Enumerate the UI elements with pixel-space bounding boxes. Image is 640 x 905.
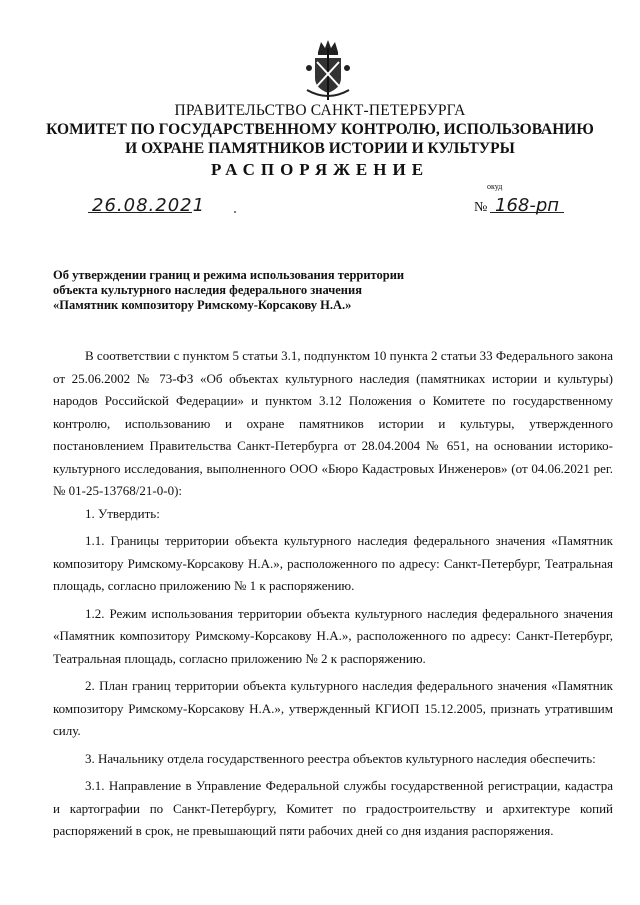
subject-line2: объекта культурного наследия федерального значения — [53, 283, 362, 297]
paragraph-3: 3. Начальнику отдела государственного реестра объектов культурного наследия обеспечить: — [85, 750, 596, 766]
paragraph-1-2: 1.2. Режим использования территории объекта культурного наследия федерального значения «Памятник композитору Римскому-Корсакову Н.А.», расположенного по адресу: Санкт-Петербург, Театральная площадь, согласно приложению № 2 к распоряжению. — [53, 605, 613, 666]
committee-title-line1: КОМИТЕТ ПО ГОСУДАРСТВЕННОМУ КОНТРОЛЮ, ИСПОЛЬЗОВАНИЮ — [46, 121, 594, 138]
date-underline — [88, 212, 192, 213]
document-number: 168-рп — [495, 195, 560, 216]
document-subject — [53, 268, 473, 313]
subject-line3: «Памятник композитору Римскому-Корсакову Н.А.» — [53, 298, 352, 312]
document-body — [53, 345, 613, 843]
document-date: 26.08.2021 — [92, 195, 206, 216]
paragraph-1-1: 1.1. Границы территории объекта культурного наследия федерального значения «Памятник композитору Римскому-Корсакову Н.А.», расположенного по адресу: Санкт-Петербург, Театральная площадь, согласно приложению № 1 к распоряжению. — [53, 533, 613, 593]
paragraph-1: 1. Утвердить: — [85, 505, 160, 521]
number-sign: № — [474, 200, 488, 215]
paragraph-preamble: В соответствии с пунктом 5 статьи 3.1, подпунктом 10 пункта 2 статьи 33 Федерального закона от 25.06.2002 № 73-ФЗ «Об объектах культурного наследия (памятниках истории и культуры) народов Российской Федерации» и пунктом 3.12 Положения о Комитете по государственному контролю, использованию и охране памятников истории и культуры, утвержденного постановлением Правительства Санкт-Петербурга от 28.04.2004 № 651, на основании историко-культурного исследования, выполненного ООО «Бюро Кадастровых Инженеров» (от 04.06.2021 рег. № 01-25-13768/21-0-0): — [53, 348, 613, 498]
government-title: ПРАВИТЕЛЬСТВО САНКТ-ПЕТЕРБУРГА — [174, 102, 466, 119]
committee-title-line2: И ОХРАНЕ ПАМЯТНИКОВ ИСТОРИИ И КУЛЬТУРЫ — [125, 140, 515, 157]
stray-mark — [234, 211, 236, 213]
subject-line1: Об утверждении границ и режима использования территории — [53, 268, 405, 282]
document-type: РАСПОРЯЖЕНИЕ — [210, 160, 430, 179]
paragraph-2: 2. План границ территории объекта культурного наследия федерального значения «Памятник композитору Римскому-Корсакову Н.А.», утвержденный КГИОП 15.12.2005, признать утратившим силу. — [53, 678, 613, 738]
committee-title — [0, 120, 640, 158]
okud-label: окуд — [487, 182, 503, 191]
coat-of-arms-icon — [303, 38, 353, 102]
number-underline — [490, 212, 564, 213]
paragraph-3-1: 3.1. Направление в Управление Федеральной службы государственной регистрации, кадастра и картографии по Санкт-Петербургу, Комитет по градостроительству и архитектуре копий распоряжений в срок, не превышающий пяти рабочих дней со дня издания распоряжения. — [53, 778, 613, 838]
